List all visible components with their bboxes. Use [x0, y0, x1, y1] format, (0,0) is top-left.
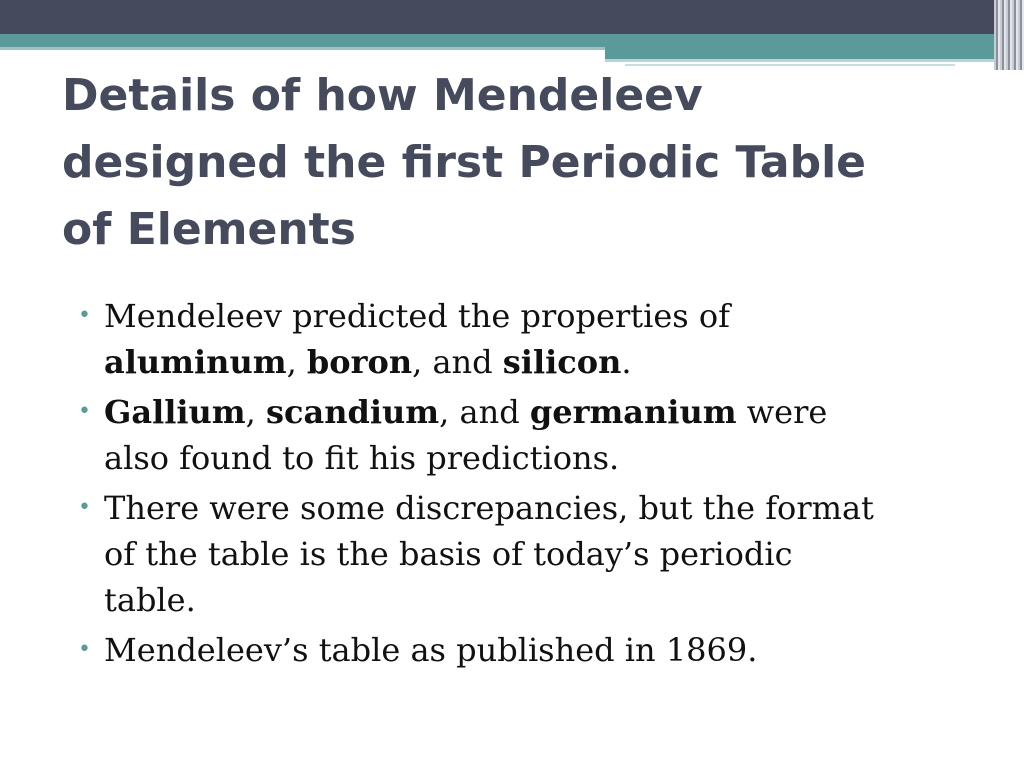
bullet-dot-icon: •	[78, 495, 91, 520]
bullet-line	[104, 531, 948, 577]
text-segment: table.	[104, 581, 196, 619]
bullet-line	[104, 627, 948, 673]
text-segment: ,	[245, 393, 266, 431]
bold-term: Gallium	[104, 393, 246, 431]
header-stripes	[994, 0, 1024, 70]
title-line: designed the first Periodic Table	[62, 137, 866, 188]
bullet-line	[104, 293, 948, 339]
bullet-line	[104, 339, 948, 385]
bold-term: germanium	[529, 393, 737, 431]
header-step-band	[605, 47, 1024, 59]
text-segment: Mendeleev’s table as published in 1869.	[104, 631, 758, 669]
header-band	[0, 0, 1024, 34]
bullet-dot-icon: •	[78, 303, 91, 328]
text-segment: , and	[439, 393, 530, 431]
slide-title	[62, 62, 962, 263]
bullet-line	[104, 577, 948, 623]
bold-term: aluminum	[104, 343, 287, 381]
text-segment: ,	[286, 343, 307, 381]
text-segment: .	[621, 343, 632, 381]
bold-term: boron	[306, 343, 413, 381]
bullet-item	[78, 485, 948, 623]
text-segment: were	[736, 393, 828, 431]
bold-term: silicon	[502, 343, 622, 381]
bullet-item	[78, 293, 948, 385]
text-segment: Mendeleev predicted the properties of	[104, 297, 730, 335]
bold-term: scandium	[266, 393, 440, 431]
bullet-line	[104, 389, 948, 435]
title-line: of Elements	[62, 204, 356, 255]
title-line: Details of how Mendeleev	[62, 70, 703, 121]
header-accent-line	[0, 47, 605, 50]
bullet-dot-icon: •	[78, 637, 91, 662]
text-segment: , and	[412, 343, 503, 381]
bullet-item	[78, 627, 948, 673]
header-accent-band	[0, 34, 1024, 47]
text-segment: also found to fit his predictions.	[104, 439, 620, 477]
bullet-item	[78, 389, 948, 481]
bullet-dot-icon: •	[78, 399, 91, 424]
bullet-list	[78, 293, 948, 677]
bullet-line	[104, 485, 948, 531]
text-segment: of the table is the basis of today’s periodic	[104, 535, 793, 573]
bullet-line	[104, 435, 948, 481]
text-segment: There were some discrepancies, but the format	[104, 489, 874, 527]
